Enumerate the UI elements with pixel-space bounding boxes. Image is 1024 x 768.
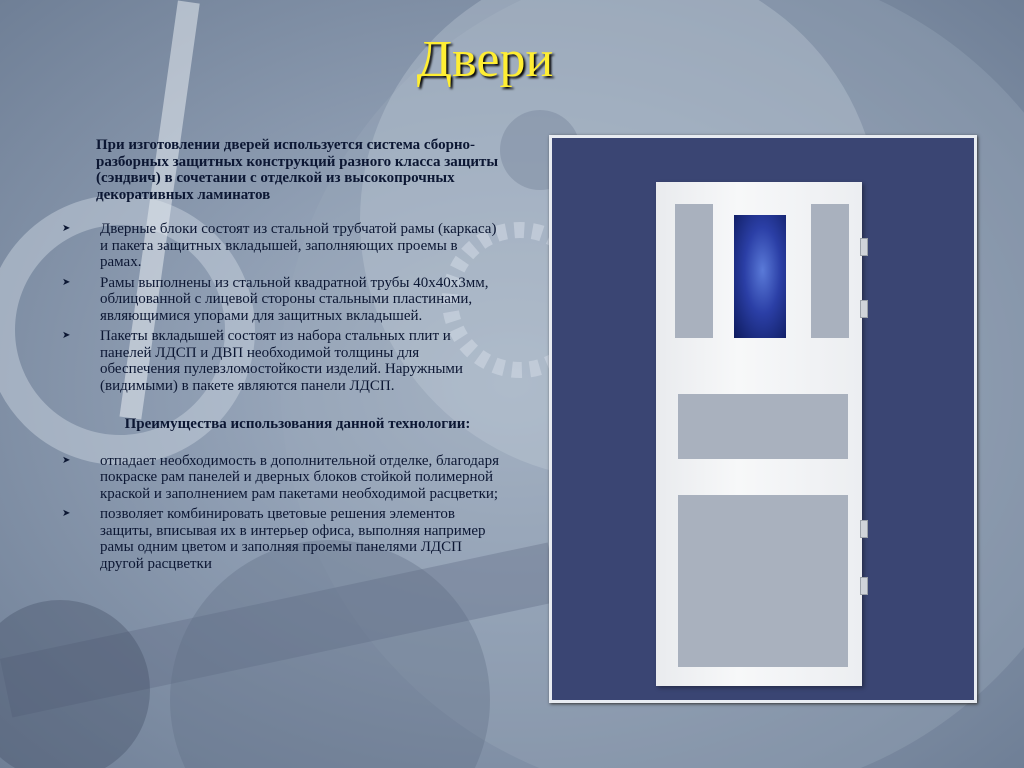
bullet-text: Дверные блоки состоят из стальной трубчатой рамы (каркаса) и пакета защитных вкладышей, заполняющих проемы в рамах. xyxy=(100,221,497,270)
slide-text xyxy=(60,137,500,576)
list-item xyxy=(60,453,500,503)
door-panel xyxy=(678,495,848,667)
advantage-text: позволяет комбинировать цветовые решения элементов защиты, вписывая их в интерьер офиса, выполняя например рамы одним цветом и заполняя проемы панелями ЛДСП другой расцветки xyxy=(100,506,486,572)
door-hinge xyxy=(860,577,868,595)
arrow-bullet-icon: ➤ xyxy=(62,508,71,519)
bullet-list xyxy=(60,221,500,394)
list-item xyxy=(60,328,500,394)
arrow-bullet-icon: ➤ xyxy=(62,454,71,466)
door-hinge xyxy=(860,300,868,318)
advantages-list xyxy=(60,453,500,573)
slide-title: Двери xyxy=(416,31,554,88)
advantage-text: отпадает необходимость в дополнительной отделке, благодаря покраске рам панелей и дверных блоков стойкой полимерной краской и заполнением рам пакетами необходимой расцветки; xyxy=(100,452,499,502)
list-item xyxy=(60,275,500,325)
advantages-heading: Преимущества использования данной технологии: xyxy=(124,416,471,432)
door-glass-window xyxy=(734,215,786,338)
door-hinge xyxy=(860,520,868,538)
arrow-bullet-icon: ➤ xyxy=(62,276,71,288)
arrow-bullet-icon: ➤ xyxy=(62,330,71,341)
door-panel xyxy=(811,204,849,338)
door-photo xyxy=(549,135,977,703)
bullet-text: Рамы выполнены из стальной квадратной трубы 40х40х3мм, облицованной с лицевой стороны стальными пластинами, являющимися упорами для защитных вкладышей. xyxy=(100,274,489,324)
door-hinge xyxy=(860,238,868,256)
list-item xyxy=(60,506,500,572)
bullet-text: Пакеты вкладышей состоят из набора стальных плит и панелей ЛДСП и ДВП необходимой толщины для обеспечения пулевзломостойкости изделий. Наружными (видимыми) в пакете являются панели ЛДСП. xyxy=(100,328,463,394)
arrow-bullet-icon: ➤ xyxy=(62,223,71,234)
list-item xyxy=(60,221,500,271)
door-illustration xyxy=(656,182,862,686)
intro-paragraph: При изготовлении дверей используется система сборно-разборных защитных конструкций разного класса защиты (сэндвич) в сочетании с отделкой из высокопрочных декоративных ламинатов xyxy=(96,137,499,203)
door-panel xyxy=(678,394,848,459)
door-panel xyxy=(675,204,713,338)
